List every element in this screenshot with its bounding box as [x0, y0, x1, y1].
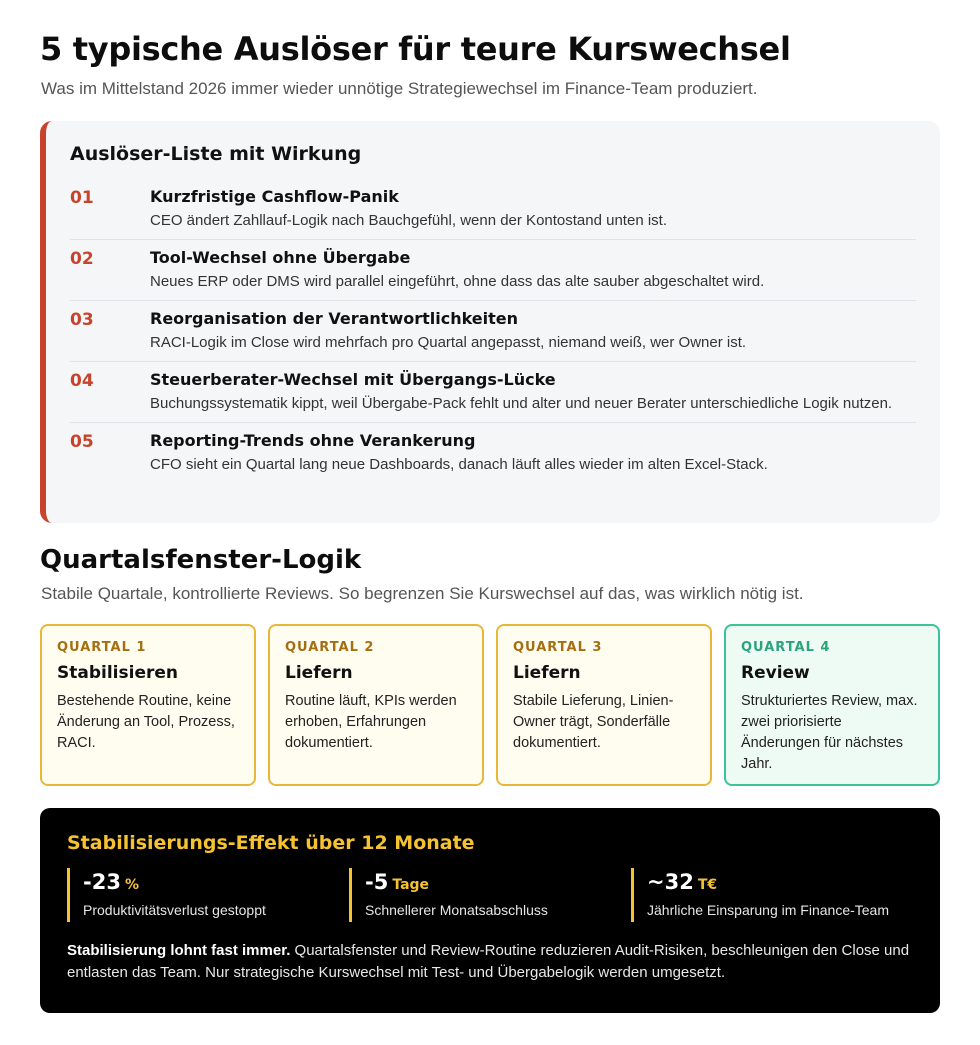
- effect-note: [67, 940, 913, 984]
- stat-unit: T€: [697, 877, 718, 893]
- effect-panel: [40, 808, 940, 1013]
- quarters-title: Quartalsfenster-Logik: [40, 545, 362, 575]
- quarter-card-1: [40, 624, 256, 786]
- effect-note-text: Quartalsfenster und Review-Routine reduzieren Audit-Risiken, beschleunigen den Close und entlasten das Team. Nur strategische Kurswechsel mit Test- und Übergabelogik werden umgesetzt.: [67, 942, 910, 981]
- stat-label: Jährliche Einsparung im Finance-Team: [647, 902, 889, 918]
- quarter-card-3: [496, 624, 712, 786]
- trigger-list-title: Auslöser-Liste mit Wirkung: [70, 143, 362, 165]
- stat-item: [67, 868, 349, 922]
- trigger-list-panel: [40, 121, 940, 523]
- stat-unit: Tage: [392, 877, 430, 893]
- effect-title: Stabilisierungs-Effekt über 12 Monate: [67, 832, 475, 854]
- page-title: 5 typische Auslöser für teure Kurswechsel: [40, 30, 791, 68]
- trigger-description: RACI-Logik im Close wird mehrfach pro Quartal angepasst, niemand weiß, wer Owner ist.: [150, 334, 747, 351]
- stat-label: Produktivitätsverlust gestoppt: [83, 902, 266, 918]
- trigger-item: [70, 179, 916, 240]
- trigger-title: Reporting-Trends ohne Verankerung: [150, 431, 476, 450]
- quarter-title: Review: [741, 663, 810, 683]
- quarter-description: Routine läuft, KPIs werden erhoben, Erfahrungen dokumentiert.: [285, 693, 457, 751]
- quarter-title: Liefern: [285, 663, 353, 683]
- trigger-description: Neues ERP oder DMS wird parallel eingeführt, ohne dass das alte sauber abgeschaltet wird.: [150, 273, 765, 290]
- trigger-item: [70, 301, 916, 362]
- quarter-card-4: [724, 624, 940, 786]
- trigger-title: Steuerberater-Wechsel mit Übergangs-Lücke: [150, 370, 556, 389]
- stat-value: -5: [365, 870, 389, 894]
- stat-unit: %: [124, 877, 139, 893]
- effect-stats: [67, 868, 913, 922]
- quarter-description: Strukturiertes Review, max. zwei priorisierte Änderungen für nächstes Jahr.: [741, 693, 918, 772]
- page-subtitle: Was im Mittelstand 2026 immer wieder unnötige Strategiewechsel im Finance-Team produziert.: [41, 79, 758, 98]
- trigger-item: [70, 423, 916, 483]
- quarter-card-2: [268, 624, 484, 786]
- trigger-item: [70, 362, 916, 423]
- trigger-title: Kurzfristige Cashflow-Panik: [150, 187, 399, 206]
- trigger-title: Reorganisation der Verantwortlichkeiten: [150, 309, 519, 328]
- quarter-description: Bestehende Routine, keine Änderung an Tool, Prozess, RACI.: [57, 693, 235, 751]
- trigger-item: [70, 240, 916, 301]
- quarter-title: Liefern: [513, 663, 581, 683]
- trigger-description: CFO sieht ein Quartal lang neue Dashboards, danach läuft alles wieder im alten Excel-Stack.: [150, 456, 768, 473]
- stat-value: ~32: [647, 870, 694, 894]
- quarters-subtitle: Stabile Quartale, kontrollierte Reviews. So begrenzen Sie Kurswechsel auf das, was wirklich nötig ist.: [41, 584, 804, 603]
- stat-item: [631, 868, 913, 922]
- effect-note-bold: Stabilisierung lohnt fast immer.: [67, 942, 291, 959]
- trigger-number: 03: [70, 310, 94, 330]
- stat-value: -23: [83, 870, 121, 894]
- stat-label: Schnellerer Monatsabschluss: [365, 902, 548, 918]
- quarter-label: QUARTAL 1: [57, 640, 147, 655]
- trigger-number: 05: [70, 432, 94, 452]
- stat-item: [349, 868, 631, 922]
- trigger-number: 04: [70, 371, 94, 391]
- trigger-number: 01: [70, 188, 94, 208]
- trigger-title: Tool-Wechsel ohne Übergabe: [150, 248, 411, 267]
- trigger-number: 02: [70, 249, 94, 269]
- quarter-label: QUARTAL 2: [285, 640, 375, 655]
- trigger-description: Buchungssystematik kippt, weil Übergabe-Pack fehlt und alter und neuer Berater unterschiedliche Logik nutzen.: [150, 395, 893, 412]
- quarter-description: Stabile Lieferung, Linien-Owner trägt, Sonderfälle dokumentiert.: [513, 693, 674, 751]
- quarter-label: QUARTAL 4: [741, 640, 831, 655]
- quarter-cards: [40, 624, 940, 786]
- quarter-title: Stabilisieren: [57, 663, 178, 683]
- quarter-label: QUARTAL 3: [513, 640, 603, 655]
- trigger-description: CEO ändert Zahllauf-Logik nach Bauchgefühl, wenn der Kontostand unten ist.: [150, 212, 667, 229]
